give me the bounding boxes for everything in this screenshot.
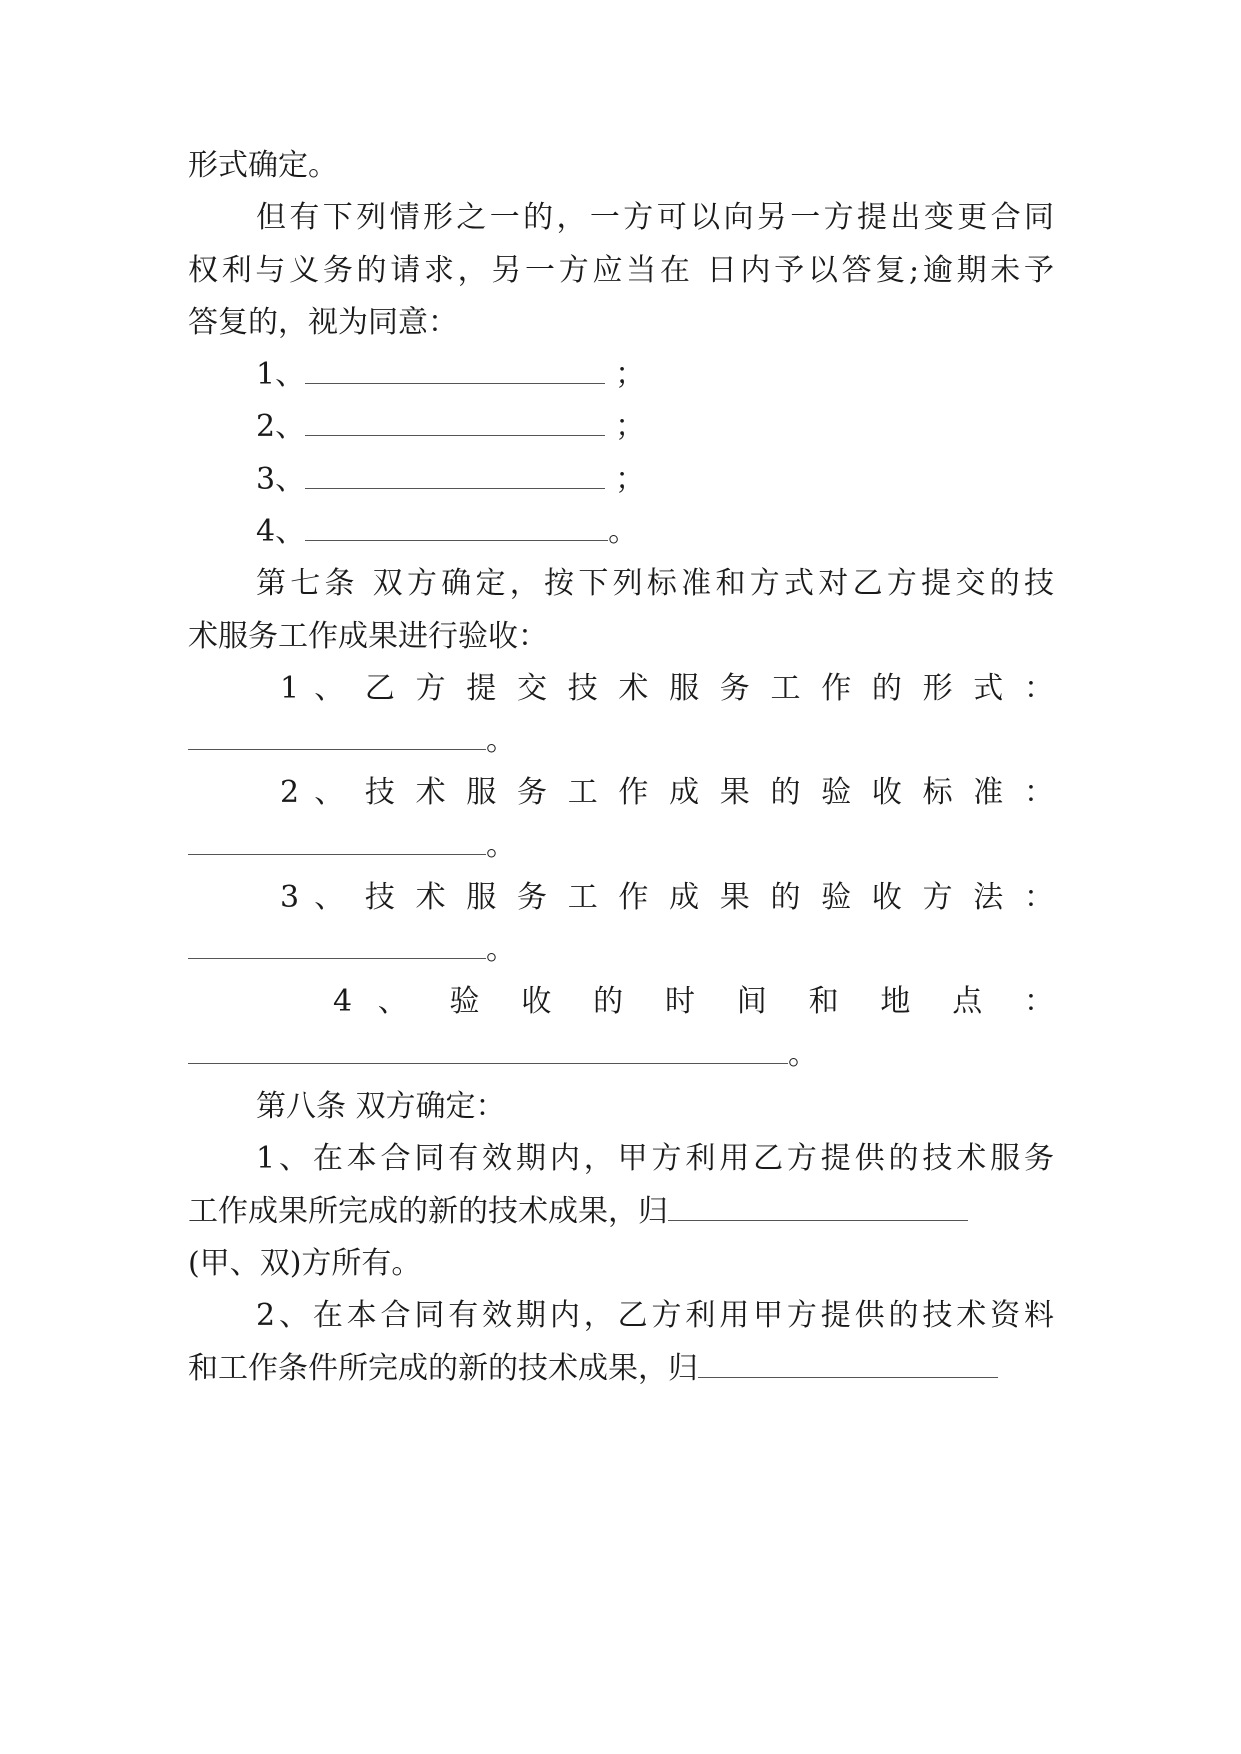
article-heading: 第八条 双方确定： xyxy=(256,1089,506,1124)
acceptance-item: 3 、 技 术 服 务 工 作 成 果 的 验 收 方 法 ： xyxy=(280,880,1054,915)
fill-blank[interactable] xyxy=(188,932,486,959)
blank-line xyxy=(188,930,1054,970)
text-line xyxy=(188,1192,1054,1232)
text-segment: 和工作条件所完成的新的技术成果，归 xyxy=(188,1351,698,1386)
text-line xyxy=(188,1349,1054,1389)
acceptance-item: 2 、 技 术 服 务 工 作 成 果 的 验 收 标 准 ： xyxy=(280,775,1054,810)
item-number: 1、 xyxy=(256,357,306,392)
item-number: 3、 xyxy=(256,462,306,497)
fill-blank[interactable] xyxy=(305,409,605,436)
fill-blank[interactable] xyxy=(305,357,605,384)
fill-blank[interactable] xyxy=(668,1194,968,1221)
punctuation: 。 xyxy=(486,828,516,863)
list-item xyxy=(256,512,1054,552)
text-segment: 工作成果所完成的新的技术成果，归 xyxy=(188,1194,668,1229)
text-line: 权利与义务的请求，另一方应当在 日内予以答复;逾期未予 xyxy=(188,253,1054,288)
punctuation: ； xyxy=(615,357,646,392)
list-item xyxy=(256,407,1054,447)
blank-line xyxy=(188,826,1054,866)
text-line: 2、在本合同有效期内，乙方利用甲方提供的技术资料 xyxy=(256,1298,1054,1333)
punctuation: ； xyxy=(615,462,646,497)
text-line: 1、在本合同有效期内，甲方利用乙方提供的技术服务 xyxy=(256,1141,1054,1176)
text-line: 答复的，视为同意： xyxy=(188,305,458,340)
punctuation: 。 xyxy=(608,514,639,549)
list-item xyxy=(256,355,1054,395)
article-heading: 第七条 双方确定，按下列标准和方式对乙方提交的技 xyxy=(256,566,1054,601)
blank-line xyxy=(188,721,1054,761)
text-line: 但有下列情形之一的，一方可以向另一方提出变更合同 xyxy=(256,200,1054,235)
item-number: 2、 xyxy=(256,409,306,444)
fill-blank[interactable] xyxy=(305,514,608,541)
punctuation: 。 xyxy=(486,932,516,967)
blank-line xyxy=(188,1035,1054,1075)
fill-blank[interactable] xyxy=(188,1037,788,1064)
text-line: 术服务工作成果进行验收： xyxy=(188,619,548,654)
acceptance-item: 4 、 验 收 的 时 间 和 地 点 ： xyxy=(333,984,1054,1019)
fill-blank[interactable] xyxy=(188,828,486,855)
text-line: (甲、双)方所有。 xyxy=(188,1246,422,1281)
fill-blank[interactable] xyxy=(698,1351,998,1378)
acceptance-item: 1 、 乙 方 提 交 技 术 服 务 工 作 的 形 式 ： xyxy=(280,671,1054,706)
fill-blank[interactable] xyxy=(188,723,486,750)
text-line: 形式确定。 xyxy=(188,148,338,183)
punctuation: ； xyxy=(615,409,646,444)
punctuation: 。 xyxy=(788,1037,818,1072)
punctuation: 。 xyxy=(486,723,516,758)
fill-blank[interactable] xyxy=(305,462,605,489)
item-number: 4、 xyxy=(256,514,306,549)
list-item xyxy=(256,460,1054,500)
